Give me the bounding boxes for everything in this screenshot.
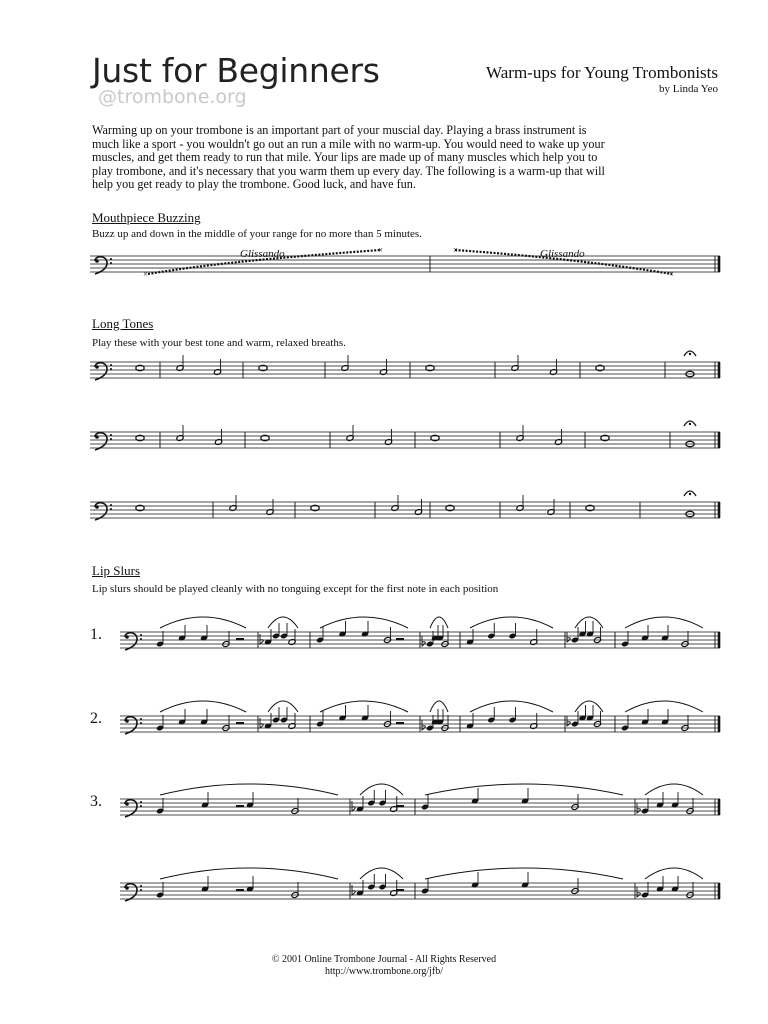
fermata (689, 353, 691, 355)
glissando-label: Glissando (540, 248, 585, 260)
flat-sign (637, 803, 640, 813)
bass-clef (110, 364, 112, 366)
slur (360, 784, 403, 795)
slur (425, 868, 623, 879)
intro-line: much like a sport - you wouldn't go out an run a mile with no warm-up. You would need to wake up your (92, 136, 605, 151)
bass-clef (110, 508, 112, 510)
fermata (689, 423, 691, 425)
bass-clef (140, 722, 142, 724)
bass-clef (95, 365, 99, 369)
bass-clef (95, 505, 99, 509)
half-rest (396, 638, 404, 640)
half-rest (236, 889, 244, 891)
slur (645, 868, 703, 879)
x-notehead: × (378, 245, 384, 255)
half-rest (236, 638, 244, 640)
bass-clef (125, 886, 129, 890)
x-notehead: × (143, 269, 149, 279)
half-rest (236, 805, 244, 807)
footer-url: http://www.trombone.org/jfb/ (324, 966, 444, 977)
slur (625, 617, 703, 628)
intro-line: help you get ready to play the trombone. Good luck, and have fun. (92, 177, 416, 192)
half-rest (236, 722, 244, 724)
slur (625, 701, 703, 712)
flat-sign (567, 716, 570, 726)
section-heading-long-tones: Long Tones (92, 316, 154, 331)
x-notehead: × (453, 245, 459, 255)
intro-line: Warming up on your trombone is an important part of your muscial day. Playing a brass instrument is (92, 123, 587, 137)
footer-copyright: © 2001 Online Trombone Journal - All Rights Reserved (271, 954, 497, 965)
bass-clef (140, 801, 142, 803)
half-rest (396, 889, 404, 891)
flat-sign (352, 885, 355, 895)
exercise-number: 2. (90, 710, 102, 727)
bass-clef (125, 635, 129, 639)
slur (575, 617, 603, 628)
logo-title: Just for Beginners (92, 51, 380, 90)
flat-sign (567, 632, 570, 642)
exercise-number: 3. (90, 793, 102, 810)
slur (645, 784, 703, 795)
bass-clef (110, 262, 112, 264)
slur (160, 701, 246, 712)
bass-clef (95, 435, 99, 439)
bass-clef (110, 438, 112, 440)
bass-clef (110, 258, 112, 260)
slur (160, 868, 338, 879)
intro-line: muscles, and get them ready to run that mile. Your lips are made up of many muscles which help you to (92, 150, 598, 165)
exercise-number: 1. (90, 626, 102, 643)
section-instruction-long-tones: Play these with your best tone and warm, relaxed breaths. (92, 337, 346, 349)
intro-line: play trombone, and it's necessary that you warm them up every day. The following is a warm-up that will (92, 163, 605, 178)
flat-sign (260, 718, 263, 728)
half-rest (396, 805, 404, 807)
slur (160, 784, 338, 795)
slur (575, 701, 603, 712)
slur (425, 784, 623, 795)
section-heading-lip-slurs: Lip Slurs (92, 563, 141, 578)
slur (320, 617, 408, 628)
bass-clef (140, 889, 142, 891)
bass-clef (125, 719, 129, 723)
glissando-label: Glissando (240, 248, 285, 260)
slur (320, 701, 408, 712)
flat-sign (260, 634, 263, 644)
bass-clef (140, 805, 142, 807)
flat-sign (637, 887, 640, 897)
section-instruction-lip-slurs: Lip slurs should be played cleanly with no tonguing except for the first note in each position (92, 583, 499, 595)
slur (470, 617, 553, 628)
slur (360, 868, 403, 879)
bass-clef (140, 638, 142, 640)
document-author: by Linda Yeo (659, 83, 718, 95)
section-heading-buzzing: Mouthpiece Buzzing (92, 210, 201, 225)
bass-clef (110, 434, 112, 436)
slur (470, 701, 553, 712)
slur (430, 617, 448, 628)
document-title: Warm-ups for Young Trombonists (486, 63, 718, 82)
slur (268, 701, 298, 712)
flat-sign (422, 636, 425, 646)
bass-clef (95, 259, 99, 263)
bass-clef (140, 885, 142, 887)
bass-clef (140, 718, 142, 720)
logo-subtitle: @trombone.org (98, 86, 247, 108)
half-rest (396, 722, 404, 724)
x-notehead: × (669, 269, 675, 279)
bass-clef (125, 802, 129, 806)
bass-clef (110, 368, 112, 370)
slur (160, 617, 246, 628)
bass-clef (140, 634, 142, 636)
bass-clef (110, 504, 112, 506)
section-instruction-buzzing: Buzz up and down in the middle of your range for no more than 5 minutes. (92, 228, 422, 240)
slur (430, 701, 448, 712)
flat-sign (422, 720, 425, 730)
flat-sign (352, 801, 355, 811)
slur (268, 617, 298, 628)
fermata (689, 493, 691, 495)
